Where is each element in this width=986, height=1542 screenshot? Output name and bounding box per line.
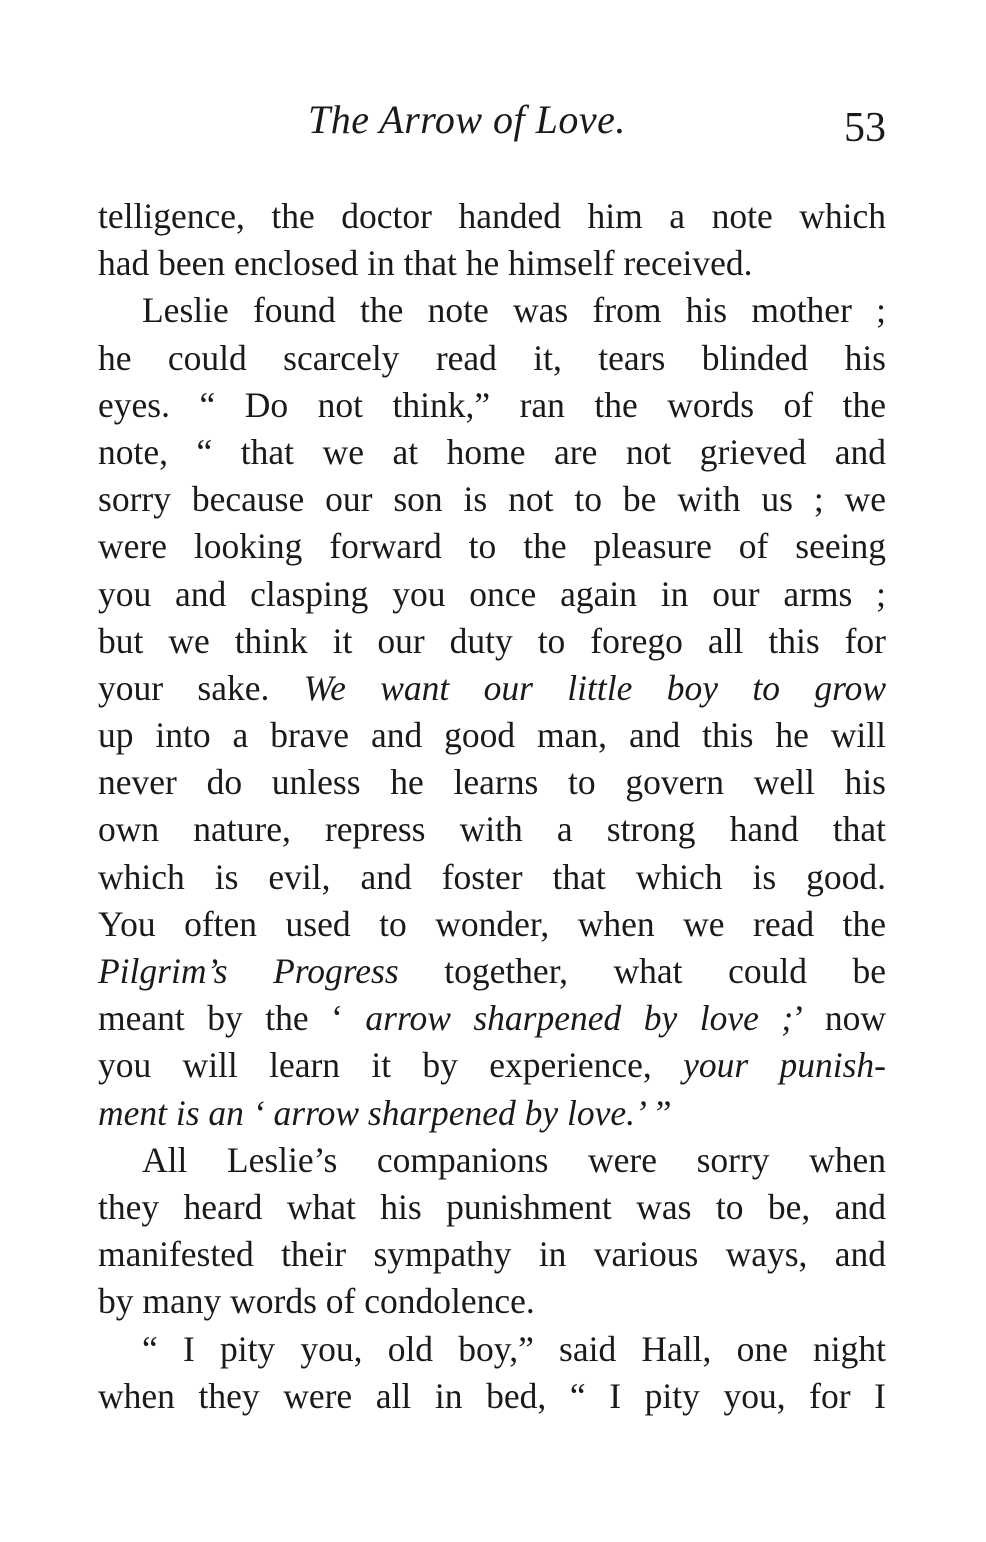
text-line: you will learn it by experience, your punish- xyxy=(98,1045,886,1086)
text-line: eyes. “ Do not think,” ran the words of the xyxy=(98,384,886,425)
text-line: manifested their sympathy in various ways, and xyxy=(98,1234,886,1275)
page-number: 53 xyxy=(844,105,886,151)
text-line: your sake. We want our little boy to grow xyxy=(98,667,887,708)
text-line: but we think it our duty to forego all this for xyxy=(98,620,886,661)
text-line: you and clasping you once again in our arms ; xyxy=(98,573,886,614)
text-line: You often used to wonder, when we read the xyxy=(98,903,886,944)
text-line: were looking forward to the pleasure of seeing xyxy=(98,526,886,567)
text-line: never do unless he learns to govern well his xyxy=(98,762,886,803)
text-line: by many words of condolence. xyxy=(98,1281,535,1322)
text-line: which is evil, and foster that which is good. xyxy=(98,856,886,897)
text-line: when they were all in bed, “ I pity you, for I xyxy=(98,1375,886,1416)
text-line: they heard what his punishment was to be, and xyxy=(98,1186,886,1227)
text-line: meant by the ‘ arrow sharpened by love ;’ now xyxy=(98,998,886,1039)
page-header xyxy=(98,96,886,156)
text-line: ment is an ‘ arrow sharpened by love.’ ” xyxy=(98,1092,672,1133)
text-line: up into a brave and good man, and this he will xyxy=(98,715,886,756)
text-line: All Leslie’s companions were sorry when xyxy=(142,1139,886,1180)
text-line: he could scarcely read it, tears blinded his xyxy=(98,337,886,378)
text-line: had been enclosed in that he himself received. xyxy=(98,243,753,284)
text-line: own nature, repress with a strong hand that xyxy=(98,809,886,850)
text-line: “ I pity you, old boy,” said Hall, one night xyxy=(142,1328,886,1369)
text-line: note, “ that we at home are not grieved and xyxy=(98,431,886,472)
text-line: Pilgrim’s Progress together, what could be xyxy=(98,951,886,991)
text-line: telligence, the doctor handed him a note which xyxy=(98,196,886,236)
text-line: sorry because our son is not to be with us ; we xyxy=(98,479,886,520)
running-title: The Arrow of Love. xyxy=(308,97,626,142)
body-text xyxy=(98,193,886,1420)
text-line: Leslie found the note was from his mother ; xyxy=(142,290,886,331)
